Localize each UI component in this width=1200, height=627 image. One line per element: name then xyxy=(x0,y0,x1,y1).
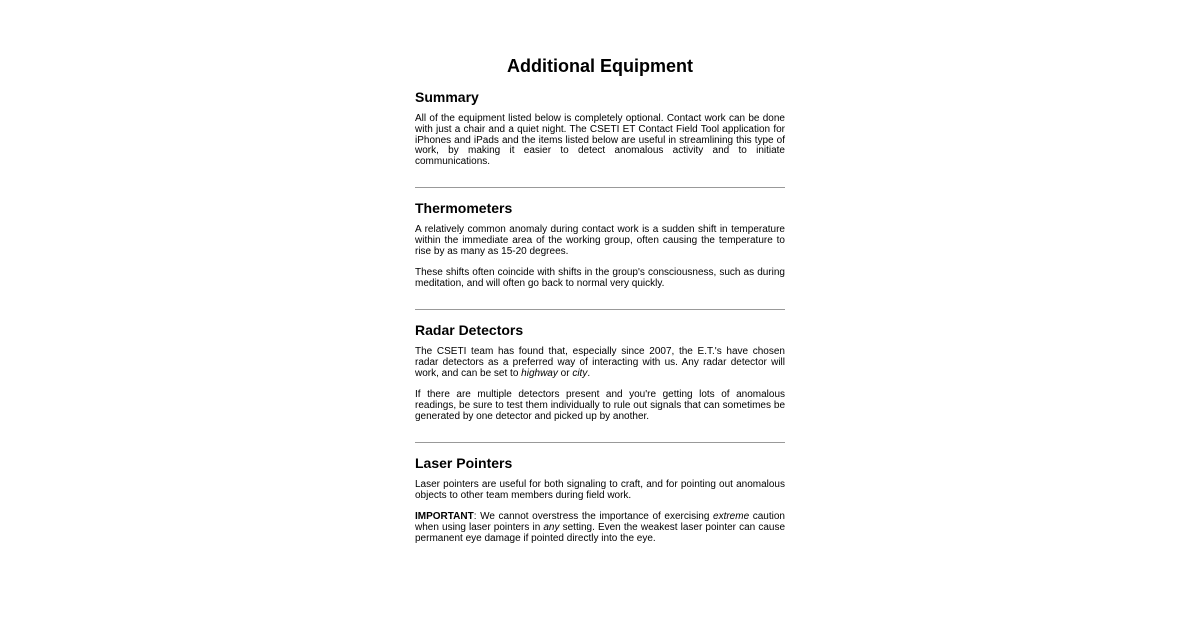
paragraph-text: caution when using laser pointers in xyxy=(415,511,785,534)
important-label: IMPORTANT xyxy=(415,511,474,523)
paragraph: A relatively common anomaly during contact work is a sudden shift in temperature within the immediate area of the working group, often causing the temperature to rise by as many as 15-20 degrees. xyxy=(415,223,785,257)
paragraph: All of the equipment listed below is completely optional. Contact work can be done with just a chair and a quiet night. The CSETI ET Contact Field Tool application for iPhones and iPads and the items listed below are useful in streamlining this type of work, by making it easier to detect anomalous activity and to initiate communications. xyxy=(415,113,785,168)
paragraph: Laser pointers are useful for both signaling to craft, and for pointing out anomalous objects to other team members during field work. xyxy=(415,478,785,501)
emphasis-text: city xyxy=(572,367,588,379)
section-heading: Summary xyxy=(415,89,479,105)
paragraph: These shifts often coincide with shifts in the group's consciousness, such as during meditation, and will often go back to normal very quickly. xyxy=(415,267,785,290)
emphasis-text: extreme xyxy=(713,511,750,523)
paragraph-text: . xyxy=(587,367,591,379)
page-title: Additional Equipment xyxy=(507,56,693,76)
section-radar-detectors xyxy=(415,321,785,423)
section-heading: Radar Detectors xyxy=(415,321,524,338)
paragraph: If there are multiple detectors present and you're getting lots of anomalous readings, be sure to test them individually to rule out signals that can sometimes be generated by one detector and picked up by another. xyxy=(415,389,785,422)
section-heading: Thermometers xyxy=(415,199,513,216)
section-heading: Laser Pointers xyxy=(415,454,513,471)
section-divider xyxy=(415,187,785,188)
paragraph-text: or xyxy=(557,367,573,379)
section-summary xyxy=(415,88,785,168)
paragraph xyxy=(415,512,785,544)
section-laser-pointers xyxy=(415,454,785,545)
paragraph xyxy=(415,347,785,379)
section-divider xyxy=(415,442,785,443)
emphasis-text: any xyxy=(543,522,560,534)
emphasis-text: highway xyxy=(521,367,558,379)
document-page xyxy=(415,54,785,545)
paragraph-text: The CSETI team has found that, especially since 2007, the E.T.'s have chosen radar detectors as a preferred way of interacting with us. Any radar detector will work, and can be set to xyxy=(415,345,785,379)
paragraph-text: : We cannot overstress the importance of exercising xyxy=(473,511,714,523)
section-divider xyxy=(415,309,785,310)
paragraph-text: setting. Even the weakest laser pointer can cause permanent eye damage if pointed directly into the eye. xyxy=(415,522,786,544)
section-thermometers xyxy=(415,199,785,290)
